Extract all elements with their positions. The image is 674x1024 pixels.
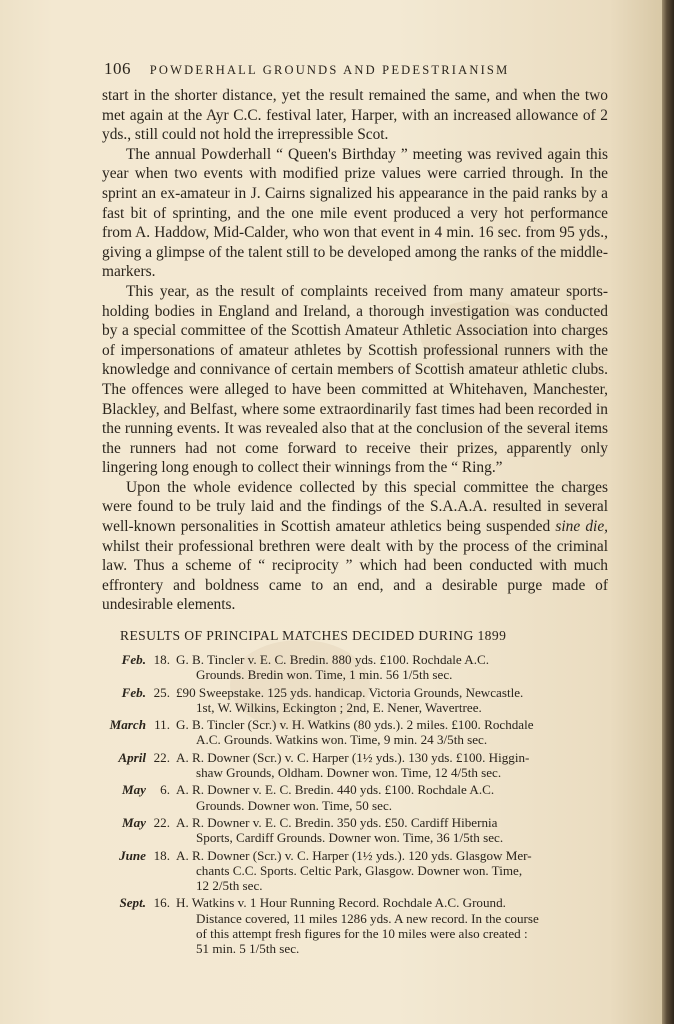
entry-line: Distance covered, 11 miles 1286 yds. A new record. In the course — [196, 910, 539, 926]
paragraph — [102, 478, 608, 615]
result-entry — [96, 652, 608, 683]
page-number: 106 — [104, 59, 131, 78]
entry-line: 12 2/5th sec. — [196, 878, 263, 894]
entry-line: A.C. Grounds. Watkins won. Time, 9 min. 24 3/5th sec. — [196, 732, 488, 748]
entry-line: chants C.C. Sports. Celtic Park, Glasgow. Downer won. Time, — [196, 862, 523, 878]
entry-text — [176, 652, 608, 683]
entry-month: Feb. — [121, 684, 146, 700]
entry-day: 18. — [153, 652, 170, 667]
entry-text — [176, 848, 608, 894]
entry-line: shaw Grounds, Oldham. Downer won. Time, 12 4/5th sec. — [196, 765, 502, 781]
results-list — [96, 652, 608, 959]
paragraph: This year, as the result of complaints received from many amateur sports-holding bodies in England and Ireland, a thorough investigation was conducted by a special committee of the Scottish Amateur Athletic Association into charges of impersonations of amateur athletes by Scottish professional runners with the knowledge and connivance of certain members of Scottish amateur athletic clubs. The offences were alleged to have been committed at Whitehaven, Manchester, Blackley, and Belfast, where some extraordinarily fast times had been recorded in the running events. It was revealed also that at the conclusion of the several items the runners had not come forward to receive their prizes, apparently only lingering long enough to collect their winnings from the “ Ring.” — [102, 282, 608, 477]
entry-month: Sept. — [119, 895, 146, 911]
italic-phrase: sine die, — [555, 518, 609, 536]
entry-day: 11. — [154, 717, 170, 733]
entry-line: A. R. Downer (Scr.) v. C. Harper (1½ yds.). 120 yds. Glasgow Mer- — [176, 847, 532, 863]
entry-line: Grounds. Bredin won. Time, 1 min. 56 1/5th sec. — [196, 667, 453, 683]
running-title: POWDERHALL GROUNDS AND PEDESTRIANISM — [149, 63, 510, 77]
entry-line: A. R. Downer v. E. C. Bredin. 440 yds. £100. Rochdale A.C. — [176, 782, 495, 798]
paragraph-text: whilst their professional brethren were dealt with by the process of the criminal law. Thus a scheme of “ reciprocity ” which had been conducted with much effrontery and boldness came to an end, and a desirable purge made of undesirable elements. — [102, 537, 608, 614]
result-entry — [96, 848, 608, 894]
entry-line: G. B. Tincler v. E. C. Bredin. 880 yds. £100. Rochdale A.C. — [176, 652, 490, 667]
entry-line: Grounds. Downer won. Time, 50 sec. — [196, 797, 393, 813]
body-text — [102, 86, 608, 615]
entry-day: 22. — [153, 814, 170, 830]
entry-text — [176, 895, 608, 956]
entry-month: May — [121, 782, 146, 798]
result-entry — [96, 815, 608, 846]
entry-month: April — [118, 749, 146, 765]
entry-month: May — [121, 814, 146, 830]
result-entry — [96, 895, 608, 956]
entry-day: 25. — [153, 684, 170, 700]
entry-text — [176, 782, 608, 813]
entry-day: 16. — [153, 895, 170, 911]
entry-line: £90 Sweepstake. 125 yds. handicap. Victoria Grounds, Newcastle. — [176, 684, 524, 700]
entry-day: 18. — [153, 847, 170, 863]
entry-line: Sports, Cardiff Grounds. Downer won. Time, 36 1/5th sec. — [196, 830, 504, 846]
entry-line: A. R. Downer v. E. C. Bredin. 350 yds. £50. Cardiff Hibernia — [176, 814, 498, 830]
entry-month: Feb. — [121, 652, 146, 667]
entry-line: A. R. Downer (Scr.) v. C. Harper (1½ yds.). 130 yds. £100. Higgin- — [176, 749, 530, 765]
result-entry — [96, 685, 608, 716]
entry-line: H. Watkins v. 1 Hour Running Record. Rochdale A.C. Ground. — [176, 895, 506, 911]
page-edge — [662, 0, 674, 1024]
result-entry — [96, 750, 608, 781]
entry-day: 22. — [153, 749, 170, 765]
paragraph-text: Upon the whole evidence collected by this special committee the charges were found to be truly laid and the findings of the S.A.A.A. resulted in several well-known personalities in Scottish amateur athletics being suspended — [102, 478, 608, 536]
entry-text — [176, 750, 608, 781]
entry-line: of this attempt fresh figures for the 10 miles were also created : — [196, 926, 528, 942]
entry-line: 1st, W. Wilkins, Eckington ; 2nd, E. Nener, Wavertree. — [196, 699, 482, 715]
entry-line: 51 min. 5 1/5th sec. — [196, 941, 300, 957]
entry-text — [176, 717, 608, 748]
entry-month: March — [109, 717, 146, 733]
results-title: RESULTS OF PRINCIPAL MATCHES DECIDED DURING 1899 — [120, 628, 507, 643]
running-header — [104, 59, 564, 79]
entry-day: 6. — [160, 782, 170, 798]
entry-line: G. B. Tincler (Scr.) v. H. Watkins (80 yds.). 2 miles. £100. Rochdale — [176, 717, 534, 733]
entry-text — [176, 685, 608, 716]
paragraph: start in the shorter distance, yet the result remained the same, and when the two met again at the Ayr C.C. festival later, Harper, with an increased allowance of 2 yds., still could not hold the irrepressible Scot. — [102, 87, 608, 144]
paragraph: The annual Powderhall “ Queen's Birthday ” meeting was revived again this year when two events with modified prize values were carried through. In the sprint an ex-amateur in J. Cairns signalized his appearance in the paid ranks by a fast bit of sprinting, and the one mile event produced a very hot performance from A. Haddow, Mid-Calder, who won that event in 4 min. 16 sec. from 95 yds., giving a glimpse of the talent still to be developed among the ranks of the middle-markers. — [102, 145, 608, 281]
entry-month: June — [119, 847, 146, 863]
result-entry — [96, 782, 608, 813]
entry-text — [176, 815, 608, 846]
result-entry — [96, 717, 608, 748]
